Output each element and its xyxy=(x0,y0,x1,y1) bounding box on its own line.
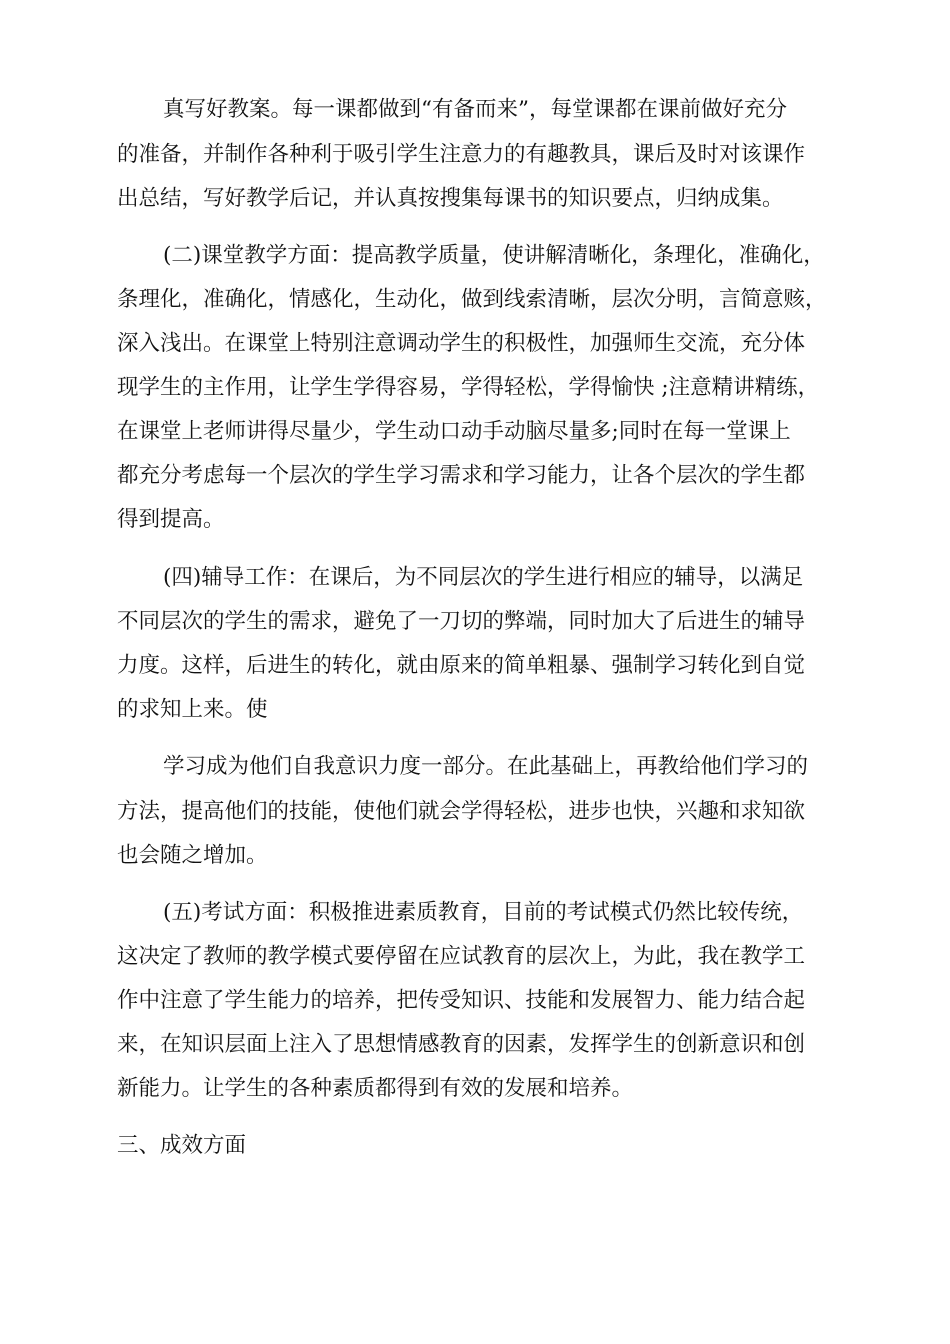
text-line: (二)课堂教学方面：提高教学质量，使讲解清晰化，条理化，准确化， xyxy=(163,243,825,268)
text-line: 也会随之增加。 xyxy=(117,843,268,868)
text-line: (五)考试方面：积极推进素质教育，目前的考试模式仍然比较传统， xyxy=(163,900,804,925)
text-line: 三、成效方面 xyxy=(117,1133,247,1158)
text-line: 深入浅出。在课堂上特别注意调动学生的积极性，加强师生交流，充分体 xyxy=(117,331,806,356)
text-line: 新能力。让学生的各种素质都得到有效的发展和培养。 xyxy=(117,1076,634,1101)
text-line: 来，在知识层面上注入了思想情感教育的因素，发挥学生的创新意识和创 xyxy=(117,1032,806,1057)
text-line: 不同层次的学生的需求，避免了一刀切的弊端，同时加大了后进生的辅导 xyxy=(117,609,806,634)
text-line: 现学生的主作用，让学生学得容易，学得轻松，学得愉快 ;注意精讲精练， xyxy=(117,375,820,400)
text-line: 条理化，准确化，情感化，生动化，做到线索清晰，层次分明，言简意赅， xyxy=(117,287,827,312)
text-line: 都充分考虑每一个层次的学生学习需求和学习能力，让各个层次的学生都 xyxy=(117,463,806,488)
text-line: (四)辅导工作：在课后，为不同层次的学生进行相应的辅导，以满足 xyxy=(163,565,804,590)
text-line: 在课堂上老师讲得尽量少，学生动口动手动脑尽量多;同时在每一堂课上 xyxy=(117,419,791,444)
text-line: 作中注意了学生能力的培养，把传受知识、技能和发展智力、能力结合起 xyxy=(117,988,806,1013)
text-line: 的求知上来。使 xyxy=(117,697,268,722)
text-line: 力度。这样，后进生的转化，就由原来的简单粗暴、强制学习转化到自觉 xyxy=(117,653,806,678)
text-line: 学习成为他们自我意识力度一部分。在此基础上，再教给他们学习的 xyxy=(163,754,809,779)
text-line: 得到提高。 xyxy=(117,507,225,532)
text-line: 这决定了教师的教学模式要停留在应试教育的层次上，为此，我在教学工 xyxy=(117,944,806,969)
text-line: 出总结，写好教学后记，并认真按搜集每课书的知识要点，归纳成集。 xyxy=(117,186,784,211)
text-line: 真写好教案。每一课都做到“有备而来”，每堂课都在课前做好充分 xyxy=(163,97,787,122)
text-line: 的准备，并制作各种利于吸引学生注意力的有趣教具，课后及时对该课作 xyxy=(117,142,806,167)
text-line: 方法，提高他们的技能，使他们就会学得轻松，进步也快，兴趣和求知欲 xyxy=(117,799,806,824)
